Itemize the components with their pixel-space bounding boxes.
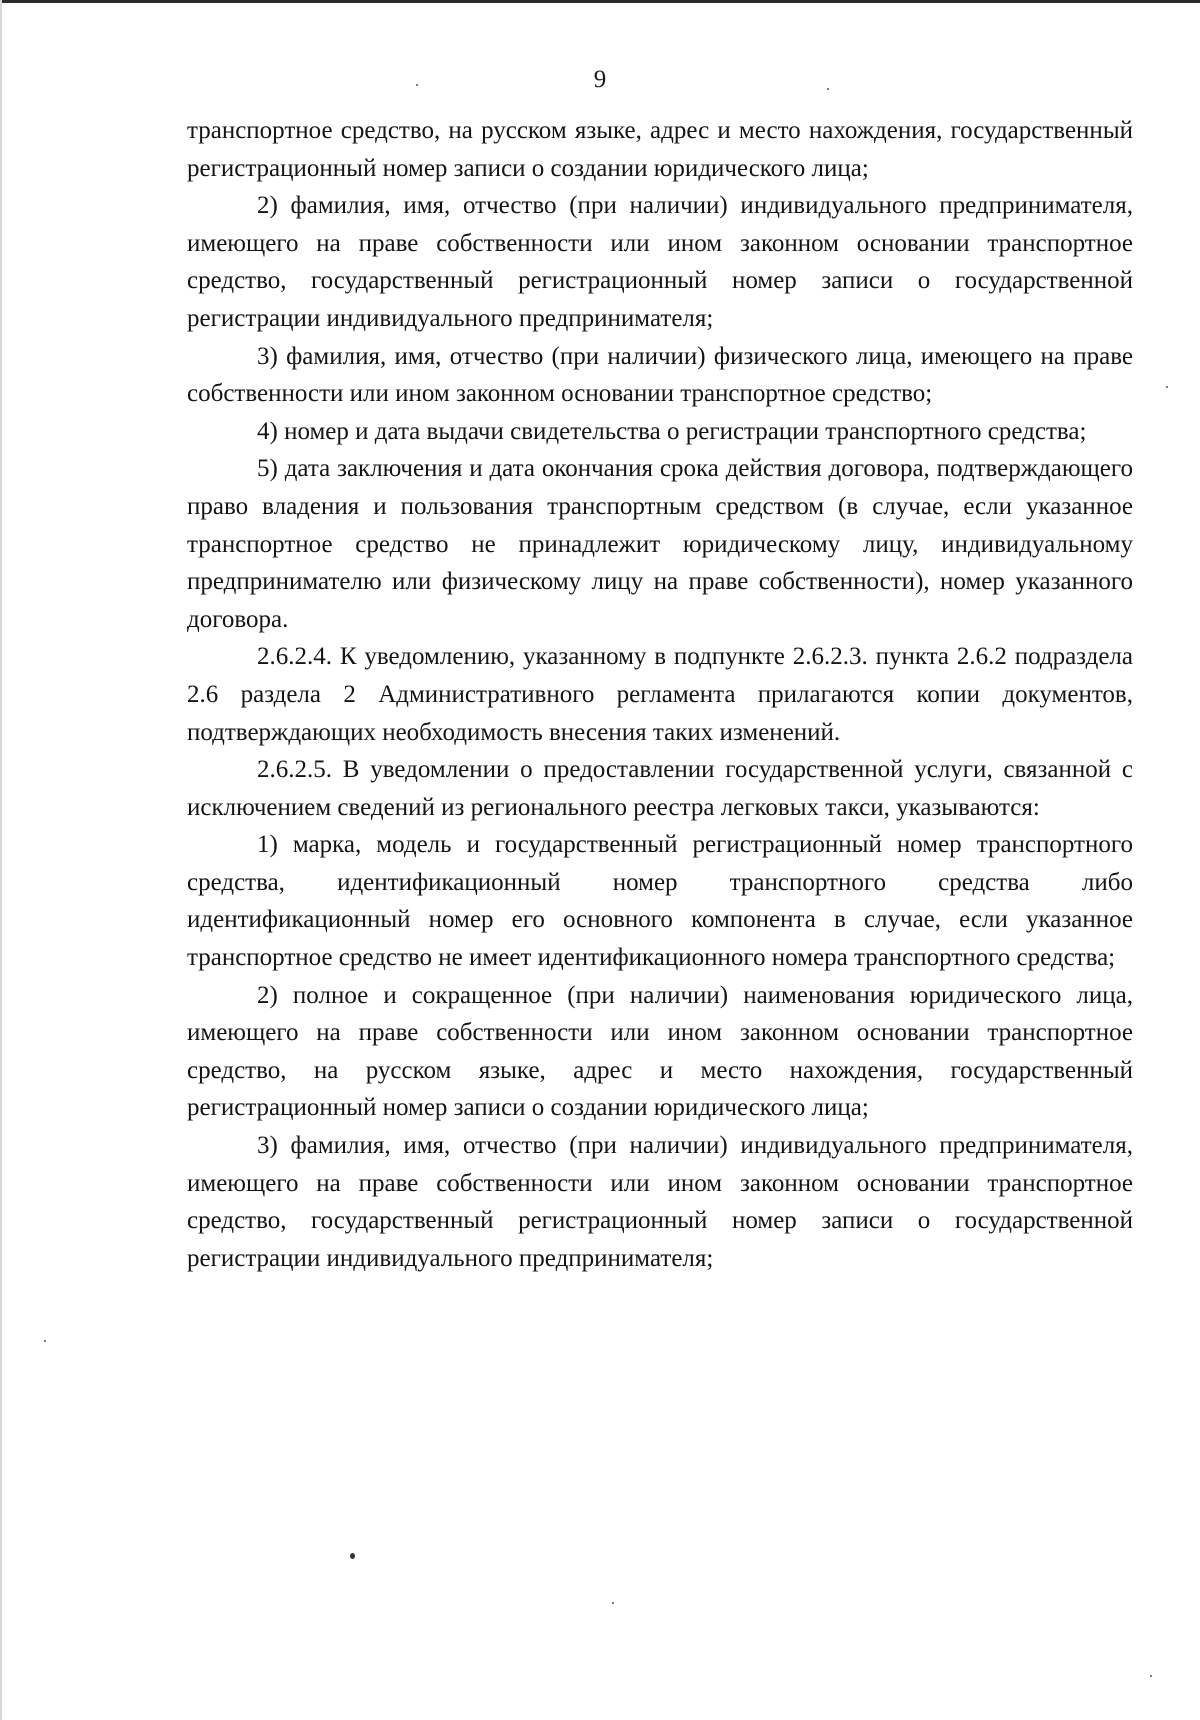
scan-speck [1166, 386, 1168, 388]
paragraph-subitem-1: 1) марка, модель и государственный регистрационный номер транспортного средства, идентификационный номер транспортного средства либо идентификационный номер его основного компонента в случае, если указанное транспортное средство не имеет идентификационного номера транспортного средства; [187, 831, 1133, 972]
paragraph-item-3: 3) фамилия, имя, отчество (при наличии) физического лица, имеющего на праве собственности или ином законном основании транспортное средство; [187, 342, 1133, 408]
scan-speck [350, 1553, 355, 1559]
scan-speck [827, 88, 829, 90]
document-body [187, 112, 1133, 1277]
scan-edge-top [0, 0, 1200, 3]
scan-speck [44, 1340, 46, 1342]
scan-speck [1150, 1675, 1152, 1677]
paragraph-clause-2-6-2-4: 2.6.2.4. К уведомлению, указанному в подпункте 2.6.2.3. пункта 2.6.2 подраздела 2.6 раздела 2 Административного регламента прилагаются копии документов, подтверждающих необходимость внесения таких изменений. [187, 643, 1133, 746]
page-number: 9 [593, 66, 607, 93]
paragraph-continuation: транспортное средство, на русском языке, адрес и место нахождения, государственный регистрационный номер записи о создании юридического лица; [187, 117, 1133, 182]
paragraph-item-2: 2) фамилия, имя, отчество (при наличии) индивидуального предпринимателя, имеющего на праве собственности или ином законном основании транспортное средство, государственный регистрационный номер записи о государственной регистрации индивидуального предпринимателя; [187, 192, 1133, 332]
paragraph-item-4: 4) номер и дата выдачи свидетельства о регистрации транспортного средства; [257, 417, 1087, 445]
paragraph-item-5: 5) дата заключения и дата окончания срока действия договора, подтверждающего право владения и пользования транспортным средством (в случае, если указанное транспортное средство не принадлежит юридическому лицу, индивидуальному предпринимателю или физическому лицу на праве собственности), номер указанного договора. [187, 455, 1133, 633]
paragraph-subitem-2: 2) полное и сокращенное (при наличии) наименования юридического лица, имеющего на праве собственности или ином законном основании транспортное средство, на русском языке, адрес и место нахождения, государственный регистрационный номер записи о создании юридического лица; [187, 981, 1133, 1122]
scan-edge-left [0, 0, 2, 1720]
scan-speck [612, 1602, 614, 1604]
paragraph-clause-2-6-2-5: 2.6.2.5. В уведомлении о предоставлении государственной услуги, связанной с исключением сведений из регионального реестра легковых такси, указываются: [187, 756, 1133, 821]
scan-speck [416, 84, 418, 86]
paragraph-subitem-3: 3) фамилия, имя, отчество (при наличии) индивидуального предпринимателя, имеющего на праве собственности или ином законном основании транспортное средство, государственный регистрационный номер записи о государственной регистрации индивидуального предпринимателя; [187, 1132, 1133, 1272]
